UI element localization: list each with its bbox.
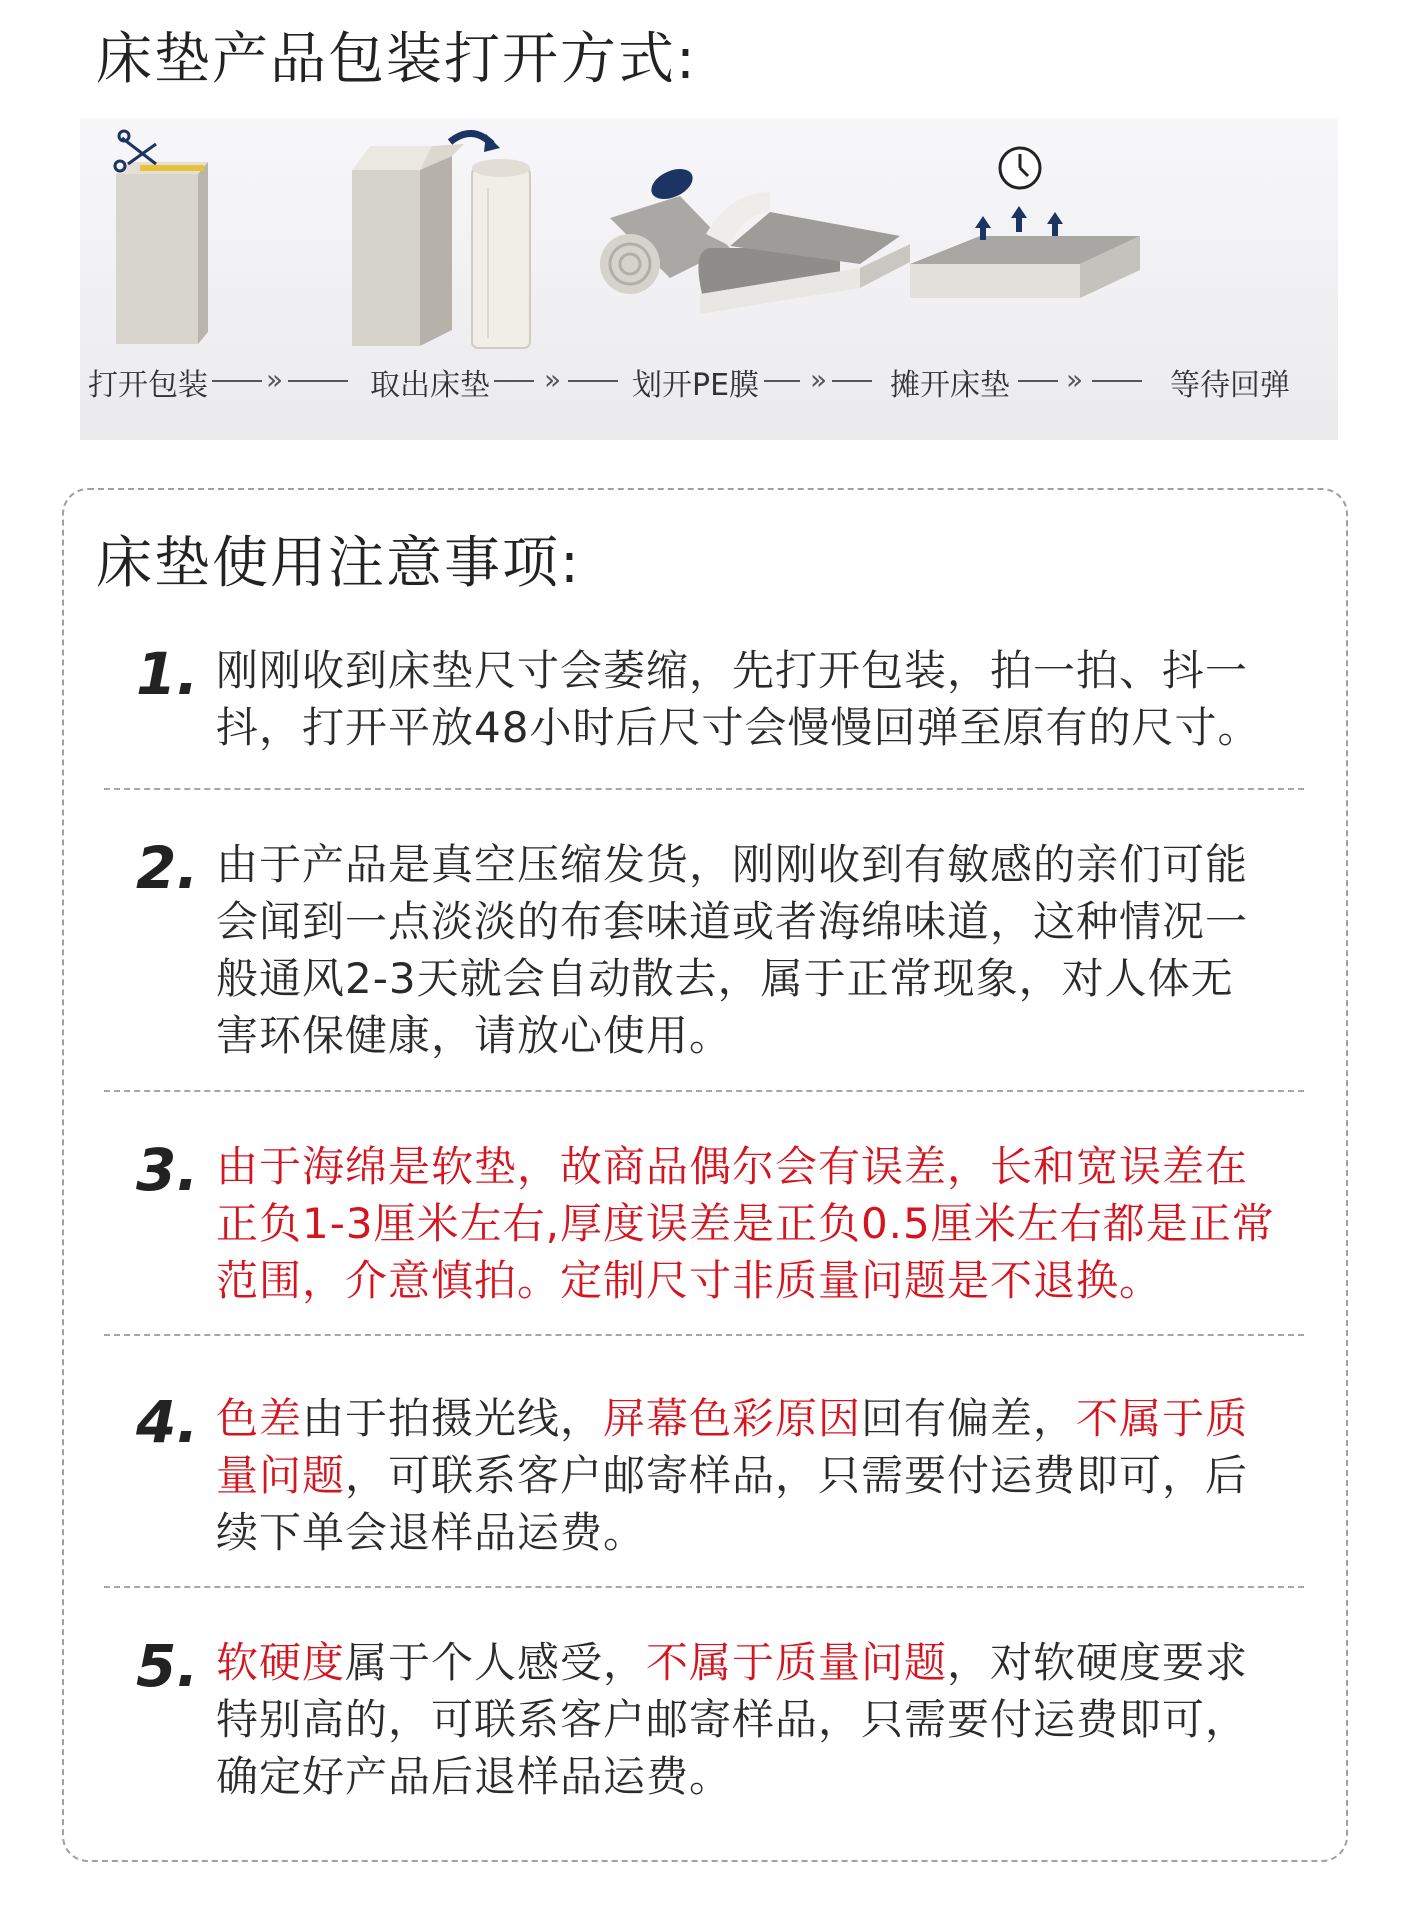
item-number: 4.	[136, 1388, 199, 1456]
step-connector	[288, 380, 348, 382]
item-text	[216, 642, 1276, 756]
item-divider	[104, 788, 1304, 790]
text-segment: ，可联系客户邮寄样品，只需要付运费即可，后续下单会退样品运费。	[216, 1451, 1249, 1557]
item-divider	[104, 1334, 1304, 1336]
highlighted-text: 不属于质量问题	[216, 1394, 1249, 1500]
step-connector	[1092, 380, 1142, 382]
step-label-cut-film: 划开PE膜	[632, 368, 760, 403]
text-segment: 刚刚收到床垫尺寸会萎缩，先打开包装，拍一拍、抖一抖，打开平放48小时后尺寸会慢慢回弹至原有的尺寸。	[216, 646, 1261, 752]
step-separator-icon: »	[266, 363, 284, 396]
step-connector	[212, 380, 262, 382]
highlighted-text: 由于海绵是软垫，故商品偶尔会有误差，长和宽误差在正负1-3厘米左右,厚度误差是正负0.5厘米左右都是正常范围，介意慎拍。定制尺寸非质量问题是不退换。	[216, 1142, 1275, 1305]
item-number: 2.	[136, 834, 199, 902]
text-segment: 回有偏差，	[861, 1394, 1077, 1443]
highlighted-text: 屏幕色彩原因	[603, 1394, 862, 1443]
notice-title: 床垫使用注意事项:	[96, 531, 581, 596]
step-label-open-package: 打开包装	[88, 368, 208, 403]
item-divider	[104, 1586, 1304, 1588]
step-connector	[832, 380, 872, 382]
item-text	[216, 1634, 1276, 1805]
item-text	[216, 836, 1276, 1064]
step-connector	[764, 380, 800, 382]
item-text	[216, 1390, 1276, 1561]
item-number: 3.	[136, 1136, 199, 1204]
step-separator-icon: »	[1066, 363, 1084, 396]
text-segment: ，对软硬度要求特别高的，可联系客户邮寄样品，只需要付运费即可，确定好产品后退样品运费。	[216, 1638, 1249, 1801]
step-label-wait-rebound: 等待回弹	[1170, 368, 1290, 403]
packaging-title: 床垫产品包装打开方式:	[96, 27, 697, 92]
text-segment: 由于产品是真空压缩发货，刚刚收到有敏感的亲们可能会闻到一点淡淡的布套味道或者海绵味道，这种情况一般通风2-3天就会自动散去，属于正常现象，对人体无害环保健康，请放心使用。	[216, 840, 1249, 1060]
step-separator-icon: »	[544, 363, 562, 396]
text-segment: 属于个人感受，	[345, 1638, 647, 1687]
unrolling-mattress-icon	[698, 192, 910, 314]
highlighted-text: 不属于质量问题	[646, 1638, 948, 1687]
item-text	[216, 1138, 1276, 1309]
text-segment: 由于拍摄光线，	[302, 1394, 604, 1443]
scissors-box-icon	[115, 131, 208, 344]
highlighted-text: 软硬度	[216, 1638, 346, 1687]
clock-rebound-icon	[910, 148, 1140, 298]
highlighted-text: 色差	[216, 1394, 303, 1443]
box-roll-icon	[352, 133, 530, 348]
item-number: 1.	[136, 640, 199, 708]
item-divider	[104, 1090, 1304, 1092]
step-connector	[568, 380, 618, 382]
step-separator-icon: »	[810, 363, 828, 396]
step-label-take-out: 取出床垫	[370, 368, 490, 403]
step-connector	[494, 380, 534, 382]
packaging-steps-panel	[80, 118, 1338, 440]
step-connector	[1018, 380, 1058, 382]
item-number: 5.	[136, 1632, 199, 1700]
step-label-unroll: 摊开床垫	[890, 368, 1010, 403]
